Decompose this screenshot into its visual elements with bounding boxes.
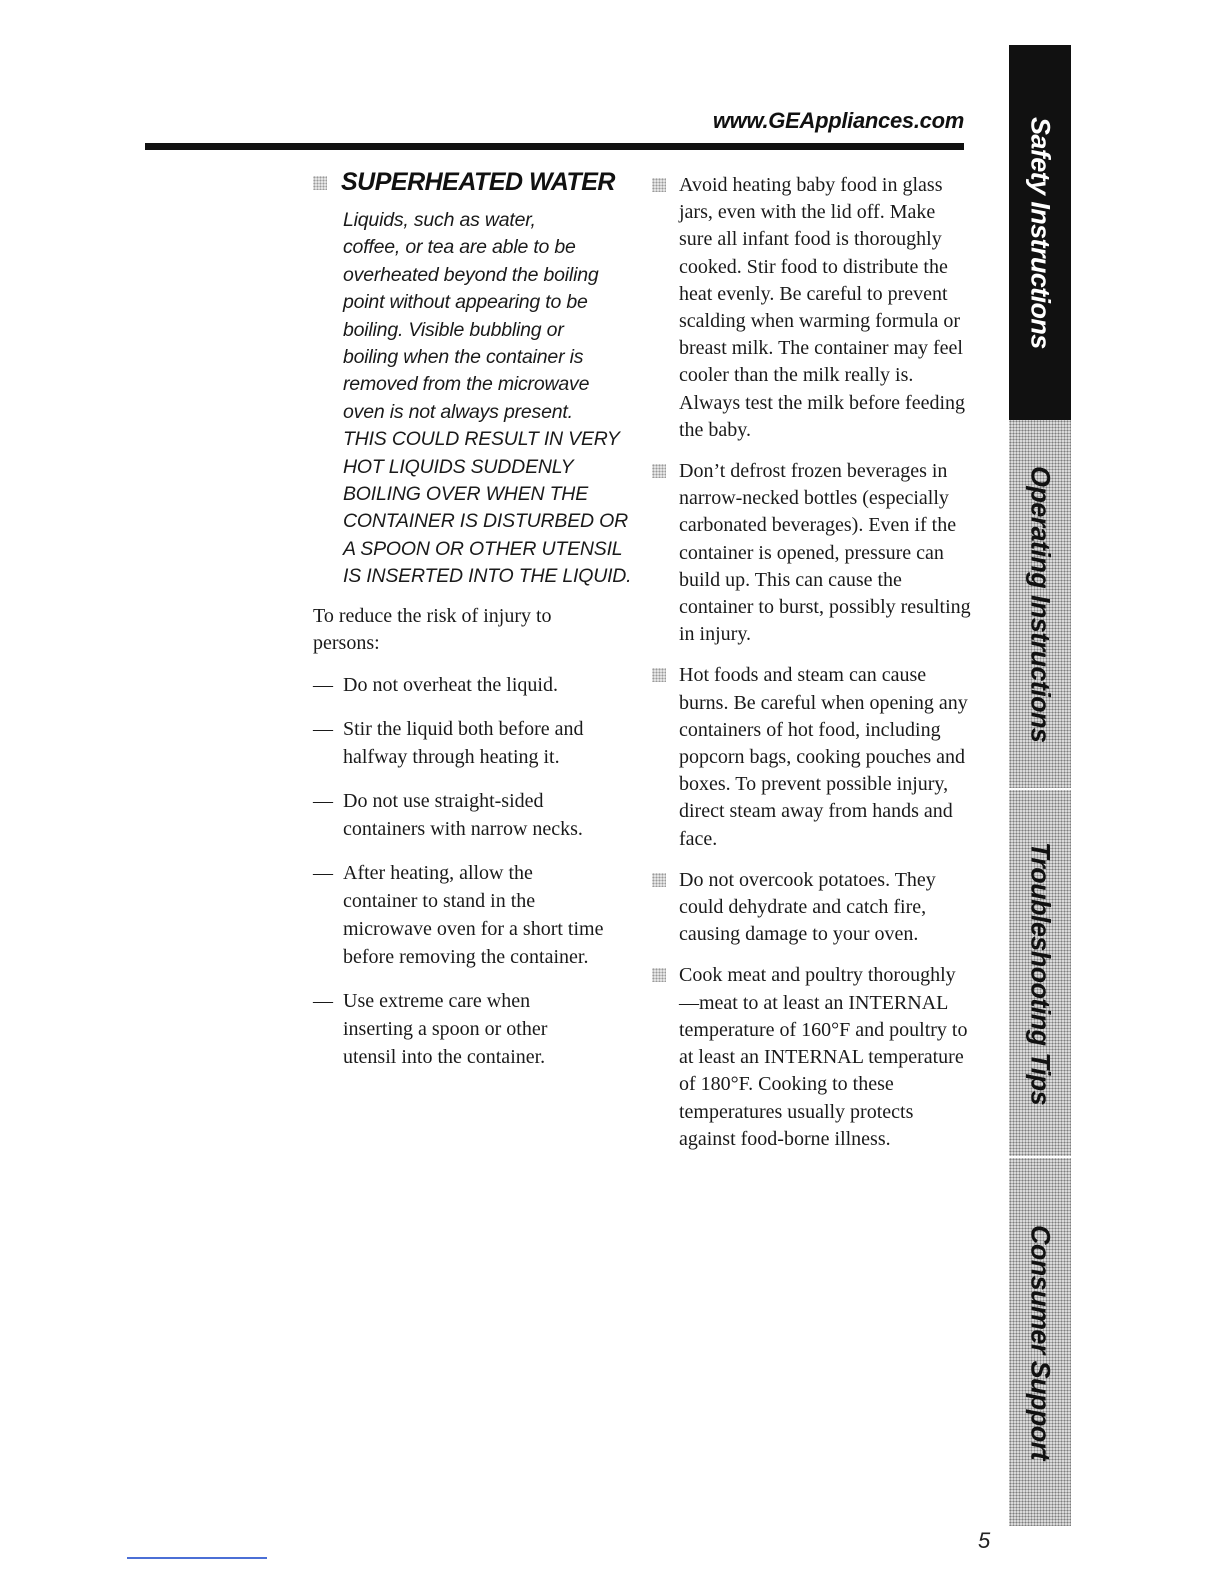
- list-item: — Do not overheat the liquid.: [313, 673, 558, 696]
- left-column: [313, 168, 643, 1087]
- tab-label: Consumer Support: [1025, 1224, 1056, 1460]
- heading-text: SUPERHEATED WATER: [341, 168, 615, 196]
- bullet-icon: [652, 178, 666, 192]
- bullet-icon: [313, 176, 327, 190]
- warning-paragraph: [343, 207, 633, 591]
- tab-label: Troubleshooting Tips: [1025, 841, 1056, 1105]
- tip-item: [652, 458, 972, 648]
- warning-line: coffee, or tea are able to be: [343, 236, 576, 259]
- list-item-text: Do not overheat the liquid.: [343, 673, 558, 696]
- bullet-icon: [652, 873, 666, 887]
- tip-item: [652, 662, 972, 852]
- tab-label: Safety Instructions: [1025, 116, 1056, 349]
- warning-line: oven is not always present.: [343, 400, 573, 423]
- tab-safety-instructions[interactable]: [1009, 45, 1071, 420]
- list-item-text: After heating, allow the container to stand in the microwave oven for a short time before removing the container.: [343, 861, 604, 968]
- tip-text: Cook meat and poultry thoroughly—meat to at least an INTERNAL temperature of 160°F and poultry to at least an INTERNAL temperature of 180°F. Cooking to these temperatures usually protects against food-borne illness.: [679, 964, 968, 1150]
- footer-link-underline[interactable]: [127, 1557, 267, 1559]
- bullet-icon: [652, 464, 666, 478]
- warning-line: Liquids, such as water,: [343, 209, 536, 231]
- tip-item: [652, 962, 972, 1152]
- tip-text: Do not overcook potatoes. They could dehydrate and catch fire, causing damage to your oven.: [679, 868, 936, 946]
- warning-line: point without appearing to be: [343, 291, 588, 314]
- tip-item: [652, 867, 972, 949]
- header-url: www.GEAppliances.com: [712, 108, 964, 133]
- tab-operating-instructions[interactable]: [1009, 420, 1071, 788]
- list-item-text: Stir the liquid both before and halfway through heating it.: [343, 717, 584, 768]
- warning-line: removed from the microwave: [343, 373, 590, 396]
- warning-caps-line: A SPOON OR OTHER UTENSIL: [343, 537, 623, 560]
- list-item: — Do not use straight-sided containers with narrow necks.: [313, 789, 583, 840]
- page-number: 5: [978, 1528, 991, 1553]
- right-column: [652, 172, 972, 1167]
- tip-text: Hot foods and steam can cause burns. Be careful when opening any containers of hot food, including popcorn bags, cooking pouches and boxes. To prevent possible injury, direct steam away from hands and face.: [679, 664, 968, 850]
- tip-text: Avoid heating baby food in glass jars, even with the lid off. Make sure all infant food is thoroughly cooked. Stir food to distribute the heat evenly. Be careful to prevent scalding when warming formula or breast milk. The container may feel cooler than the milk really is. Always test the milk before feeding the baby.: [679, 174, 966, 441]
- tab-label: Operating Instructions: [1025, 465, 1056, 743]
- tab-troubleshooting-tips[interactable]: [1009, 790, 1071, 1156]
- intro-text: To reduce the risk of injury to persons:: [313, 604, 552, 654]
- warning-caps-line: IS INSERTED INTO THE LIQUID.: [343, 565, 632, 588]
- warning-caps-line: THIS COULD RESULT IN VERY: [343, 428, 620, 451]
- section-heading: [313, 168, 643, 197]
- bullet-icon: [652, 968, 666, 982]
- bullet-icon: [652, 668, 666, 682]
- warning-caps-line: BOILING OVER WHEN THE: [343, 483, 588, 506]
- warning-caps-line: CONTAINER IS DISTURBED OR: [343, 510, 628, 533]
- tip-text: Don’t defrost frozen beverages in narrow-necked bottles (especially carbonated beverages). Even if the container is opened, pressure can build up. This can cause the container to burst, possibly resulting in injury.: [679, 460, 971, 646]
- list-item: — Stir the liquid both before and halfway through heating it.: [313, 717, 584, 768]
- list-item: — Use extreme care when inserting a spoon or other utensil into the container.: [313, 989, 548, 1068]
- warning-caps-line: HOT LIQUIDS SUDDENLY: [343, 455, 574, 478]
- list-item-text: Do not use straight-sided containers with narrow necks.: [343, 789, 583, 840]
- warning-caps: [343, 426, 633, 590]
- header-rule: [145, 143, 964, 150]
- tab-consumer-support[interactable]: [1009, 1158, 1071, 1526]
- list-item: — After heating, allow the container to stand in the microwave oven for a short time before removing the container.: [313, 861, 604, 968]
- list-item-text: Use extreme care when inserting a spoon or other utensil into the container.: [343, 989, 548, 1068]
- warning-line: overheated beyond the boiling: [343, 263, 599, 286]
- warning-line: boiling when the container is: [343, 346, 584, 369]
- tip-item: [652, 172, 972, 444]
- warning-line: boiling. Visible bubbling or: [343, 318, 564, 341]
- dash-list: [313, 671, 643, 1071]
